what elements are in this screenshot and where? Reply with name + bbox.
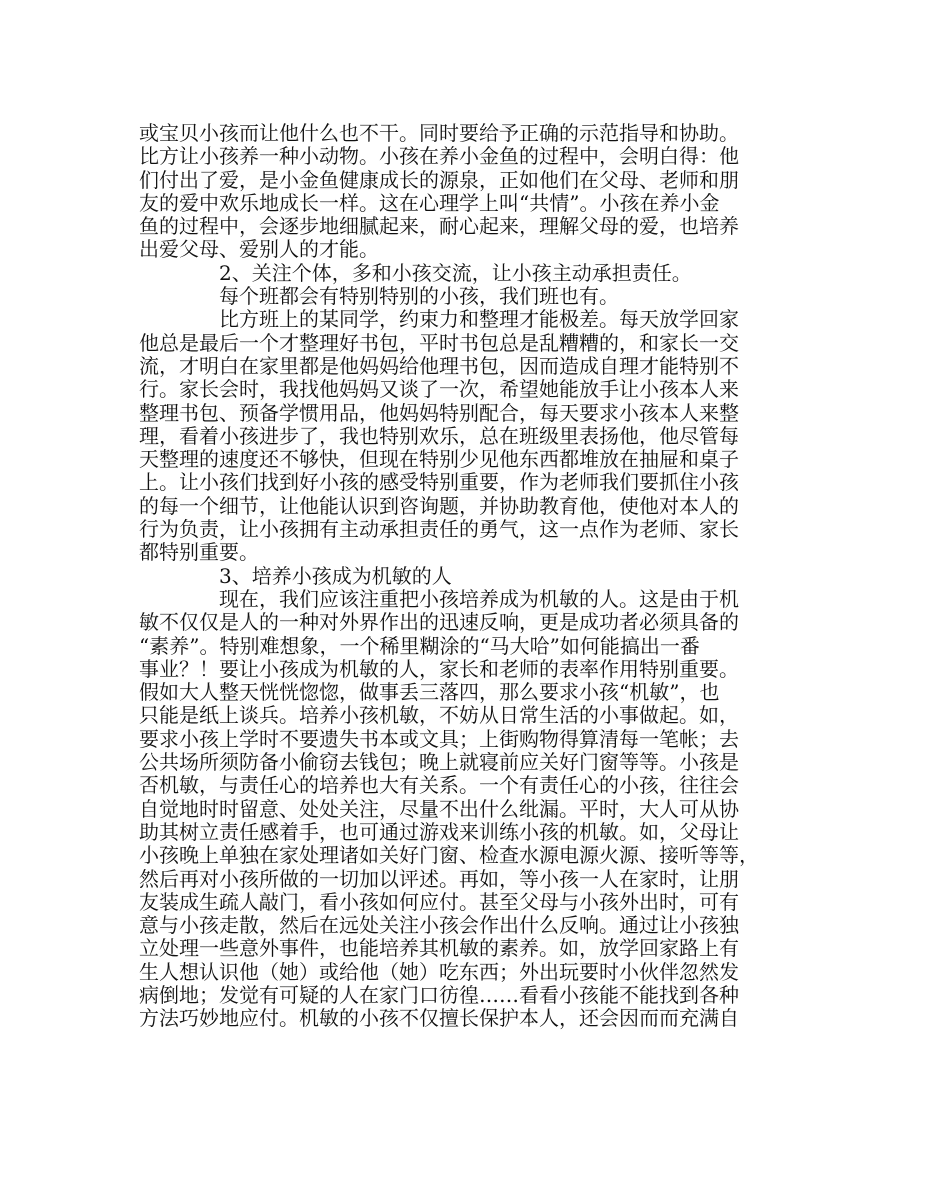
text-line: 方法巧妙地应付。机敏的小孩不仅擅长保护本人，还会因而而充满自 <box>139 1006 739 1031</box>
text-line: 们付出了爱，是小金鱼健康成长的源泉，正如他们在父母、老师和朋 <box>139 167 739 192</box>
text-line: 事业？！要让小孩成为机敏的人，家长和老师的表率作用特别重要。 <box>139 656 739 681</box>
text-line: 的每一个细节，让他能认识到咨询题，并协助教育他，使他对本人的 <box>139 493 739 518</box>
text-line: 然后再对小孩所做的一切加以评述。再如，等小孩一人在家时，让朋 <box>139 866 739 891</box>
text-line: 他总是最后一个才整理好书包，平时书包总是乱糟糟的，和家长一交 <box>139 330 739 355</box>
text-line: 公共场所须防备小偷窃去钱包；晚上就寝前应关好门窗等等。小孩是 <box>139 750 739 775</box>
text-line: 小孩晚上单独在家处理诸如关好门窗、检查水源电源火源、接听等等， <box>139 843 759 868</box>
text-line: 3、培养小孩成为机敏的人 <box>139 563 452 588</box>
text-line: 流，才明白在家里都是他妈妈给他理书包，因而造成自理才能特别不 <box>139 353 739 378</box>
text-line: 意与小孩走散，然后在远处关注小孩会作出什么反响。通过让小孩独 <box>139 913 739 938</box>
document-body-text <box>139 122 829 1031</box>
text-line: 天整理的速度还不够快，但现在特别少见他东西都堆放在抽屉和桌子 <box>139 447 739 472</box>
text-line: 鱼的过程中，会逐步地细腻起来，耐心起来，理解父母的爱，也培养 <box>139 214 739 239</box>
text-line: 行。家长会时，我找他妈妈又谈了一次，希望她能放手让小孩本人来 <box>139 377 739 402</box>
text-line: 否机敏，与责任心的培养也大有关系。一个有责任心的小孩，往往会 <box>139 773 739 798</box>
text-line: 立处理一些意外事件，也能培养其机敏的素养。如，放学回家路上有 <box>139 936 739 961</box>
text-line: 理，看着小孩进步了，我也特别欢乐，总在班级里表扬他，他尽管每 <box>139 423 739 448</box>
text-line: 出爱父母、爱别人的才能。 <box>139 237 379 262</box>
text-line: 只能是纸上谈兵。培养小孩机敏，不妨从日常生活的小事做起。如， <box>139 703 739 728</box>
text-line: 上。让小孩们找到好小孩的感受特别重要，作为老师我们要抓住小孩 <box>139 470 739 495</box>
text-line: 2、关注个体，多和小孩交流，让小孩主动承担责任。 <box>139 260 692 285</box>
text-line: 假如大人整天恍恍惚惚，做事丢三落四，那么要求小孩“机敏”，也 <box>139 680 720 705</box>
text-line: 敏不仅仅是人的一种对外界作出的迅速反响，更是成功者必须具备的 <box>139 610 739 635</box>
text-line: 生人想认识他（她）或给他（她）吃东西；外出玩要时小伙伴忽然发 <box>139 959 739 984</box>
text-line: 都特别重要。 <box>139 540 259 565</box>
text-line: 比方班上的某同学，约束力和整理才能极差。每天放学回家 <box>139 307 739 332</box>
text-line: “素养”。特别难想象，一个稀里糊涂的“马大哈”如何能搞出一番 <box>139 633 700 658</box>
text-line: 助其树立责任感着手，也可通过游戏来训练小孩的机敏。如，父母让 <box>139 819 739 844</box>
text-line: 比方让小孩养一种小动物。小孩在养小金鱼的过程中，会明白得：他 <box>139 144 739 169</box>
text-line: 友的爱中欢乐地成长一样。这在心理学上叫“共情”。小孩在养小金 <box>139 190 720 215</box>
text-line: 行为负责，让小孩拥有主动承担责任的勇气，这一点作为老师、家长 <box>139 517 739 542</box>
text-line: 病倒地；发觉有可疑的人在家门口彷徨……看看小孩能不能找到各种 <box>139 982 739 1007</box>
text-line: 整理书包、预备学惯用品，他妈妈特别配合，每天要求小孩本人来整 <box>139 400 739 425</box>
text-line: 现在，我们应该注重把小孩培养成为机敏的人。这是由于机 <box>139 586 739 611</box>
text-line: 自觉地时时留意、处处关注，尽量不出什么纰漏。平时，大人可从协 <box>139 796 739 821</box>
text-line: 友装成生疏人敲门，看小孩如何应付。甚至父母与小孩外出时，可有 <box>139 889 739 914</box>
text-line: 或宝贝小孩而让他什么也不干。同时要给予正确的示范指导和协助。 <box>139 121 739 145</box>
text-line: 每个班都会有特别特别的小孩，我们班也有。 <box>139 284 619 309</box>
text-line: 要求小孩上学时不要遗失书本或文具；上街购物得算清每一笔帐；去 <box>139 726 739 751</box>
